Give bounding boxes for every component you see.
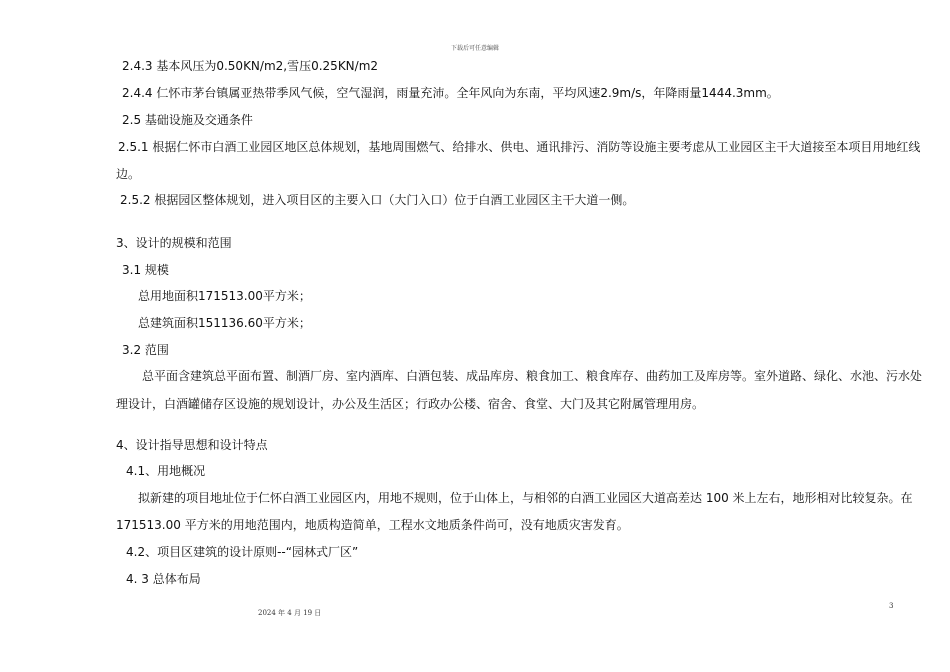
para-2-4-3: 2.4.3 基本风压为0.50KN/m2,雪压0.25KN/m2 bbox=[122, 59, 379, 73]
para-site-overview: 拟新建的项目地址位于仁怀白酒工业园区内，用地不规则，位于山体上，与相邻的白酒工业园区大道高差达 100 米上左右，地形相对比较复杂。在 bbox=[138, 491, 913, 505]
para-2-5-1: 2.5.1 根据仁怀市白酒工业园区地区总体规划，基地周围燃气、给排水、供电、通讯排污、消防等设施主要考虑从工业园区主干大道接至本项目用地红线 bbox=[118, 140, 921, 154]
page-number: 3 bbox=[889, 602, 894, 610]
para-2-5-2: 2.5.2 根据园区整体规划，进入项目区的主要入口（大门入口）位于白酒工业园区主干大道一侧。 bbox=[120, 193, 635, 207]
heading-2-5: 2.5 基础设施及交通条件 bbox=[122, 113, 253, 127]
para-scope-continued: 理设计，白酒罐储存区设施的规划设计，办公及生活区；行政办公楼、宿舍、食堂、大门及其它附属管理用房。 bbox=[116, 397, 705, 411]
total-building-area: 总建筑面积151136.60平方米； bbox=[138, 316, 311, 330]
para-scope: 总平面含建筑总平面布置、制酒厂房、室内酒库、白酒包装、成品库房、粮食加工、粮食库存、曲药加工及库房等。室外道路、绿化、水池、污水处 bbox=[142, 369, 923, 383]
heading-3-2: 3.2 范围 bbox=[122, 343, 169, 357]
para-2-4-4: 2.4.4 仁怀市茅台镇属亚热带季风气候，空气湿润，雨量充沛。全年风向为东南，平均风速2.9m/s，年降雨量1444.3mm。 bbox=[122, 86, 779, 100]
heading-3-1: 3.1 规模 bbox=[122, 263, 169, 277]
footer-date: 2024 年 4 月 19 日 bbox=[258, 609, 322, 617]
heading-4-2: 4.2、项目区建筑的设计原则--“园林式厂区” bbox=[126, 545, 359, 559]
total-land-area: 总用地面积171513.00平方米； bbox=[138, 289, 311, 303]
heading-4-3: 4. 3 总体布局 bbox=[126, 572, 201, 586]
heading-4: 4、设计指导思想和设计特点 bbox=[116, 438, 268, 452]
page-header-note: 下载后可任意编辑 bbox=[450, 45, 499, 52]
para-site-overview-continued: 171513.00 平方米的用地范围内，地质构造简单，工程水文地质条件尚可，没有地质灾害发育。 bbox=[116, 518, 629, 532]
heading-3: 3、设计的规模和范围 bbox=[116, 236, 232, 250]
heading-4-1: 4.1、用地概况 bbox=[126, 464, 206, 478]
para-2-5-1-continued: 边。 bbox=[116, 167, 141, 181]
